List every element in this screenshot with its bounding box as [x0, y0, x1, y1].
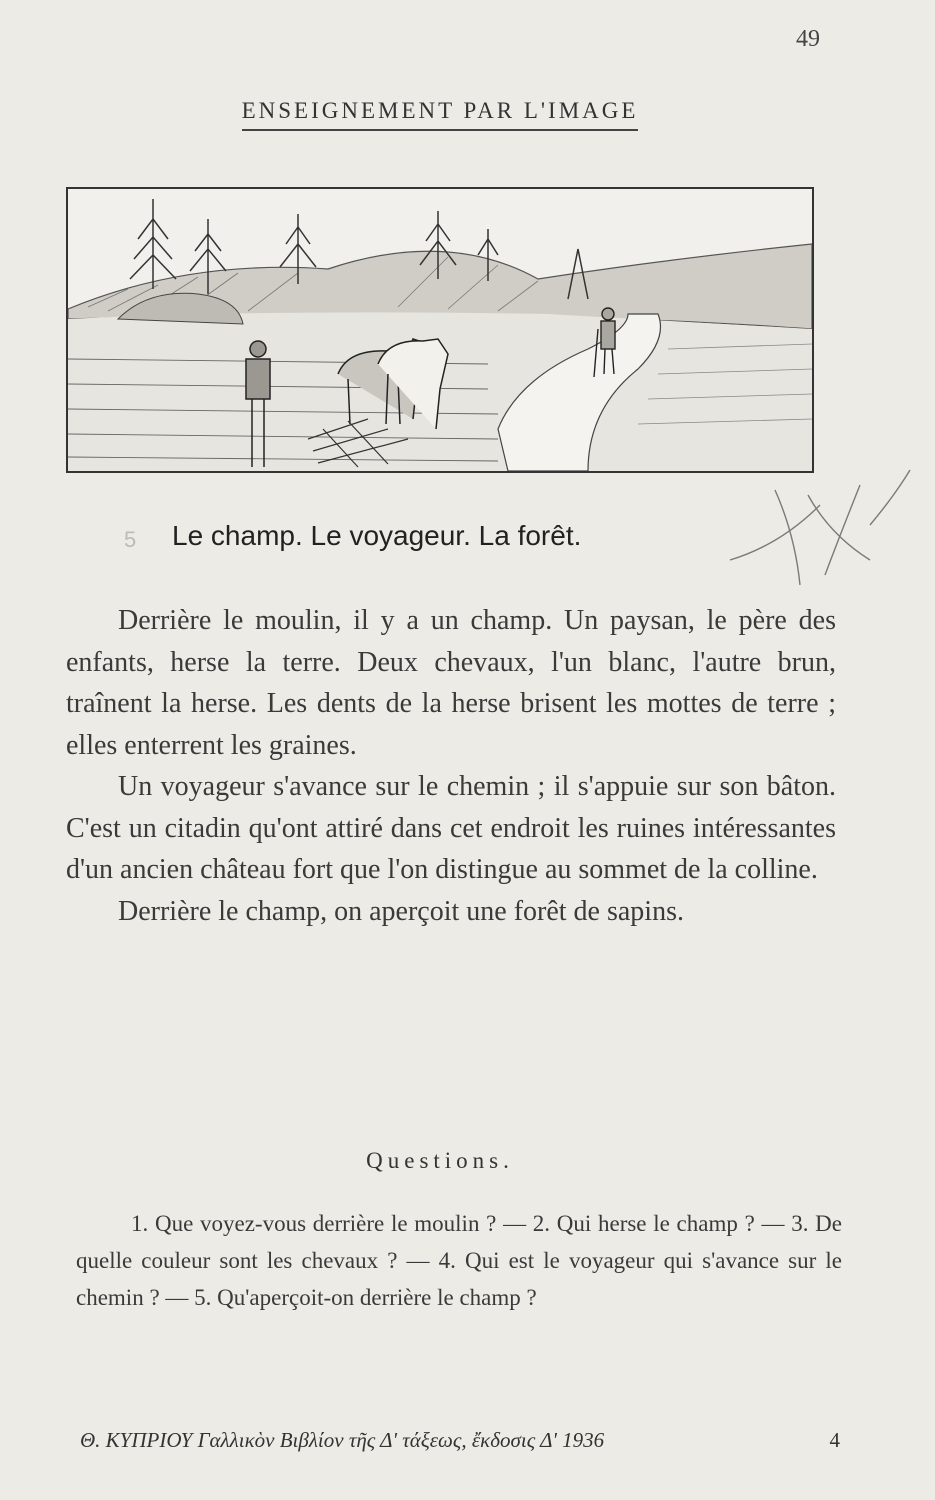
- footer-imprint: Θ. ΚΥΠΡΙΟΥ Γαλλικὸν Βιβλίον τῆς Δ' τάξεως, ἔκδοσις Δ' 1936: [80, 1428, 605, 1452]
- landscape-drawing: [68, 189, 812, 471]
- lesson-caption: Le champ. Le voyageur. La forêt.: [172, 520, 582, 551]
- section-title: [0, 98, 880, 124]
- pencil-caption-mark: 5: [124, 527, 137, 552]
- reading-text: [66, 600, 836, 932]
- page-footer: [80, 1428, 840, 1453]
- paragraph-field: Derrière le moulin, il y a un champ. Un paysan, le père des enfants, herse la terre. Deux chevaux, l'un blanc, l'autre brun, traînent la herse. Les dents de la herse brisent les mottes de terre ; elles enterrent les graines.: [66, 605, 836, 761]
- footer-signature: 4: [829, 1428, 840, 1452]
- engraving-illustration: [66, 187, 814, 473]
- questions-heading: Questions.: [366, 1148, 514, 1173]
- paragraph-traveller: Un voyageur s'avance sur le chemin ; il s'appuie sur son bâton. C'est un citadin qu'ont attiré dans cet endroit les ruines intéressantes d'un ancien château fort que l'on distingue au sommet de la colline.: [66, 771, 836, 885]
- section-title-text: ENSEIGNEMENT PAR L'IMAGE: [242, 98, 639, 131]
- paragraph-forest: Derrière le champ, on aperçoit une forêt de sapins.: [118, 895, 684, 927]
- page-number: 49: [796, 26, 820, 52]
- pencil-annotation-marks: [720, 465, 920, 595]
- questions-list: [76, 1205, 842, 1316]
- questions-paragraph: 1. Que voyez-vous derrière le moulin ? — 2. Qui herse le champ ? — 3. De quelle couleur sont les chevaux ? — 4. Qui est le voyageur qui s'avance sur le chemin ? — 5. Qu'aperçoit-on derrière le champ ?: [76, 1211, 842, 1310]
